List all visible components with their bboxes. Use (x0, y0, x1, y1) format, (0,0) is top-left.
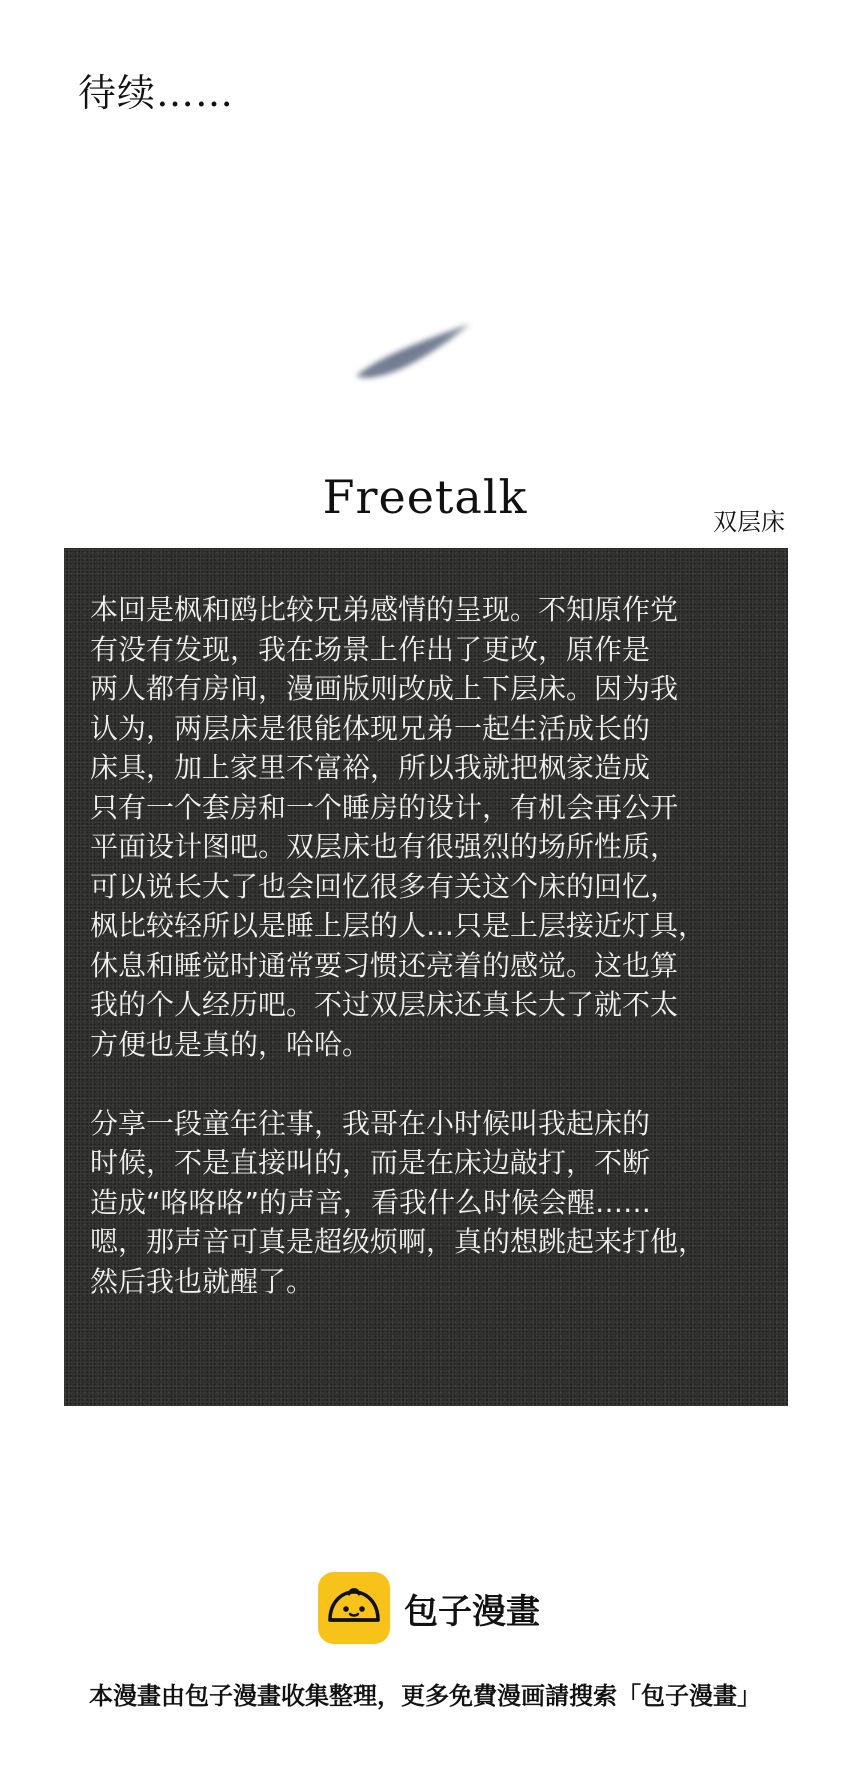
text-line: 可以说长大了也会回忆很多有关这个床的回忆， (90, 869, 679, 903)
text-line: 认为，两层床是很能体现兄弟一起生活成长的 (90, 711, 651, 745)
text-line: 嗯，那声音可真是超级烦啊，真的想跳起来打他， (90, 1225, 707, 1258)
text-line: 我的个人经历吧。不过双层床还真长大了就不太 (90, 988, 679, 1021)
footer-note: 本漫畫由包子漫畫收集整理，更多免費漫画請搜索「包子漫畫」 (89, 1682, 761, 1710)
to-be-continued-text: 待续…… (78, 71, 235, 115)
brand-name: 包子漫畫 (404, 1591, 540, 1632)
text-line: 两人都有房间，漫画版则改成上下层床。因为我 (90, 672, 679, 705)
freetalk-title: Freetalk (322, 470, 528, 524)
text-line: 床具，加上家里不富裕，所以我就把枫家造成 (90, 751, 651, 784)
bird-illustration (352, 318, 477, 388)
text-line: 本回是枫和鸥比较兄弟感情的呈现。不知原作党 (90, 593, 679, 626)
text-line: 只有一个套房和一个睡房的设计，有机会再公开 (90, 790, 679, 824)
text-line: 平面设计图吧。双层床也有很强烈的场所性质， (90, 830, 679, 863)
baozi-bun-icon (318, 1572, 390, 1644)
brand-logo-block (318, 1572, 540, 1644)
text-line: 造成“咯咯咯”的声音，看我什么时候会醒…… (90, 1185, 652, 1219)
freetalk-paragraph-1 (90, 590, 778, 1064)
freetalk-text-box (64, 548, 788, 1406)
text-line: 有没有发现，我在场景上作出了更改，原作是 (90, 632, 651, 666)
text-line: 时候，不是直接叫的，而是在床边敲打，不断 (90, 1146, 651, 1179)
freetalk-subtitle: 双层床 (713, 508, 785, 536)
text-line: 休息和睡觉时通常要习惯还亮着的感觉。这也算 (90, 948, 679, 982)
freetalk-paragraph-2 (90, 1104, 778, 1302)
text-line: 然后我也就醒了。 (90, 1264, 315, 1298)
text-line: 分享一段童年往事，我哥在小时候叫我起床的 (90, 1106, 651, 1140)
text-line: 方便也是真的，哈哈。 (90, 1027, 371, 1061)
text-line: 枫比较轻所以是睡上层的人…只是上层接近灯具， (90, 909, 707, 942)
